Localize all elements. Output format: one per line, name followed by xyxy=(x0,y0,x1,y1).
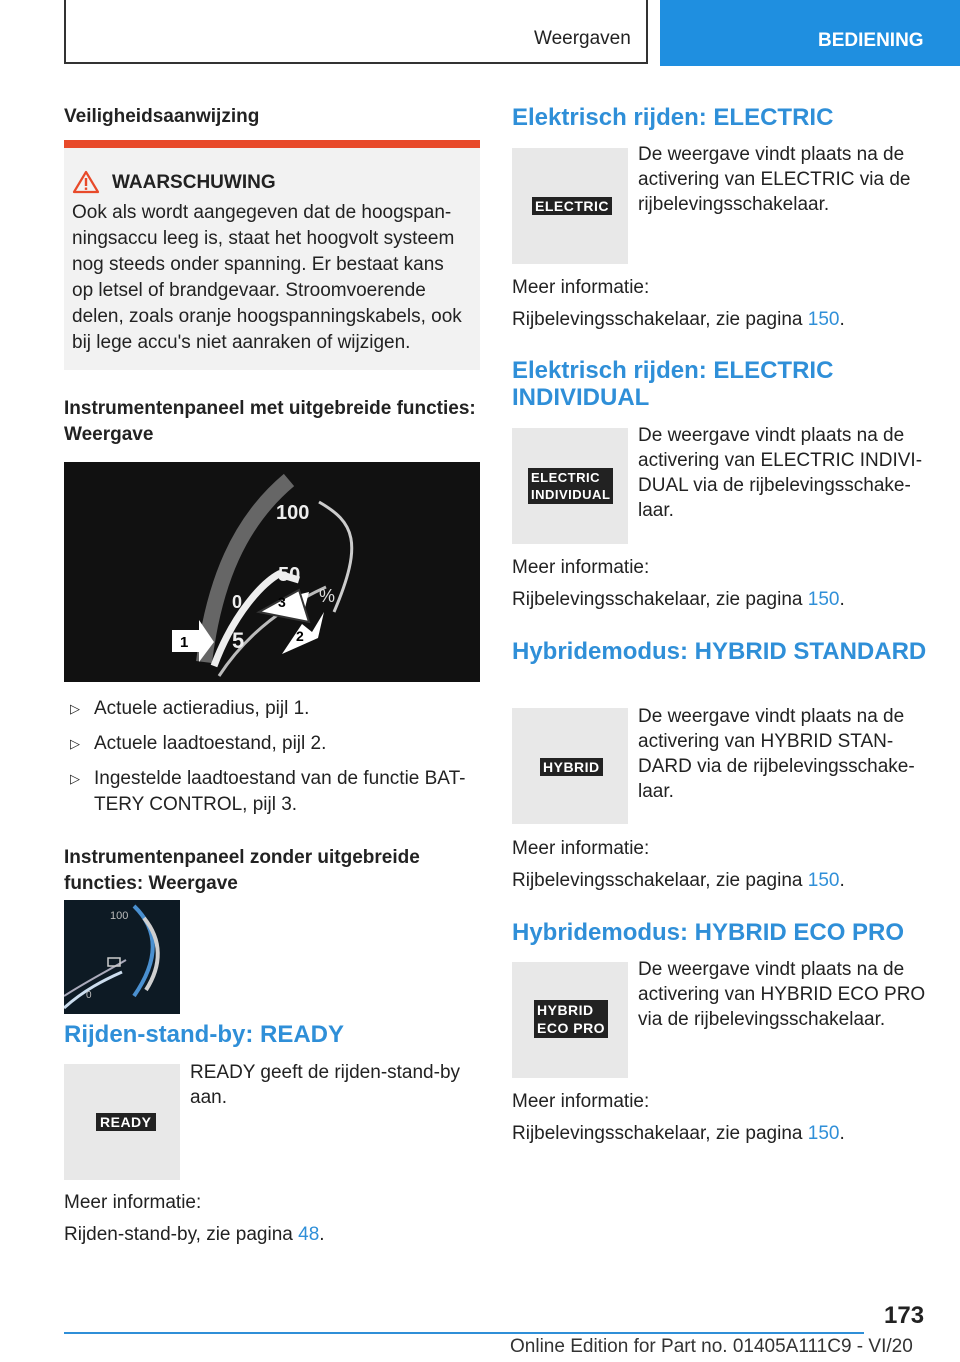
extended-cluster-image xyxy=(64,462,480,682)
electric-individual-reference: Rijbelevingsschakelaar, zie pagina 150. xyxy=(512,589,845,610)
electric-heading: Elektrisch rijden: ELECTRIC xyxy=(512,104,834,131)
warning-box xyxy=(64,140,480,370)
header-section-title: Weergaven xyxy=(534,28,631,49)
electric-description: De weergave vindt plaats na de activering van ELECTRIC via de rijbelevingsschakelaar. xyxy=(638,144,911,215)
footer-edition: Online Edition for Part no. 01405A111C9 - VI/20 xyxy=(510,1336,913,1357)
warning-title: WAARSCHUWING xyxy=(112,172,276,193)
hybrid-standard-heading: Hybridemodus: HYBRID STANDARD xyxy=(512,638,927,665)
cluster-bullet-list xyxy=(64,696,480,827)
warning-title-row xyxy=(112,172,468,194)
hybrid-standard-thumbnail xyxy=(512,708,628,824)
hybrid-standard-page-link[interactable]: 150 xyxy=(807,870,840,891)
hybrid-standard-more-info: Meer informatie: xyxy=(512,838,650,859)
ready-description: READY geeft de rijden-stand-by aan. xyxy=(190,1062,461,1108)
cluster-arrow-1-label: 1 xyxy=(180,634,189,651)
warning-triangle-icon xyxy=(72,170,100,194)
header-chapter-tab xyxy=(660,0,960,66)
ready-reference: Rijden-stand-by, zie pagina 48. xyxy=(64,1224,325,1245)
electric-reference: Rijbelevingsschakelaar, zie pagina 150. xyxy=(512,309,845,330)
hybrid-standard-description: De weergave vindt plaats na de activering van HYBRID STAN-DARD via de rijbelevingsschake-laar. xyxy=(638,706,915,802)
list-item: ▷ Actuele laadtoestand, pijl 2. xyxy=(64,731,480,757)
electric-individual-thumbnail xyxy=(512,428,628,544)
electric-individual-description: De weergave vindt plaats na de activering van ELECTRIC INDIVI-DUAL via de rijbelevingsschake-laar. xyxy=(638,425,923,521)
hybrid-badge: HYBRID xyxy=(540,758,603,776)
ready-badge: READY xyxy=(96,1113,156,1131)
cluster-label-100: 100 xyxy=(276,502,310,524)
basic-cluster-heading: Instrumentenpaneel zonder uitgebreide functies: Weergave xyxy=(64,847,420,894)
hybrid-eco-pro-description: De weergave vindt plaats na de activering van HYBRID ECO PRO via de rijbelevingsschakelaar. xyxy=(638,959,926,1030)
cluster-label-percent: % xyxy=(319,586,336,606)
basic-cluster-image xyxy=(64,900,180,1014)
ready-more-info: Meer informatie: xyxy=(64,1192,202,1213)
cluster-label-5: 5 xyxy=(232,628,245,653)
hybrid-standard-reference: Rijbelevingsschakelaar, zie pagina 150. xyxy=(512,870,845,891)
list-item: ▷ Ingestelde laadtoestand van de functie BAT-TERY CONTROL, pijl 3. xyxy=(70,768,466,815)
extended-cluster-heading: Instrumentenpaneel met uitgebreide functies: Weergave xyxy=(64,398,476,445)
bullet-triangle-icon: ▷ xyxy=(70,736,80,751)
ready-page-link[interactable]: 48 xyxy=(298,1224,320,1245)
list-item: ▷ Actuele actieradius, pijl 1. xyxy=(64,696,480,722)
ready-thumbnail xyxy=(64,1064,180,1180)
cluster-label-50: 50 xyxy=(278,564,301,586)
hybrid-eco-pro-thumbnail xyxy=(512,962,628,1078)
bullet-triangle-icon: ▷ xyxy=(70,701,80,716)
page-number: 173 xyxy=(884,1302,925,1329)
electric-page-link[interactable]: 150 xyxy=(807,309,840,330)
bullet-triangle-icon: ▷ xyxy=(70,771,80,786)
hybrid-eco-pro-page-link[interactable]: 150 xyxy=(807,1123,840,1144)
electric-individual-more-info: Meer informatie: xyxy=(512,557,650,578)
hybrid-eco-pro-more-info: Meer informatie: xyxy=(512,1091,650,1112)
hybrid-eco-pro-heading: Hybridemodus: HYBRID ECO PRO xyxy=(512,919,905,946)
electric-individual-badge: ELECTRIC INDIVIDUAL xyxy=(528,468,613,504)
header-chapter-label: BEDIENING xyxy=(818,30,924,51)
safety-heading: Veiligheidsaanwijzing xyxy=(64,106,260,127)
hybrid-eco-pro-reference: Rijbelevingsschakelaar, zie pagina 150. xyxy=(512,1123,845,1144)
basic-cluster-label-0: 0 xyxy=(86,990,92,1001)
ready-heading: Rijden-stand-by: READY xyxy=(64,1021,345,1048)
footer-divider xyxy=(64,1332,864,1334)
warning-text: Ook als wordt aangegeven dat de hoogspan-ningsaccu leeg is, staat het hoogvolt systeem nog steeds onder spanning. Er bestaat kans op letsel of brandgevaar. Stroomvoerende delen, zoals oranje hoogspanningskabels, ook bij lege accu's niet aanraken of wijzigen. xyxy=(72,202,462,353)
electric-more-info: Meer informatie: xyxy=(512,277,650,298)
electric-individual-heading: Elektrisch rijden: ELECTRIC INDIVIDUAL xyxy=(512,357,834,411)
electric-thumbnail xyxy=(512,148,628,264)
cluster-label-0: 0 xyxy=(232,592,243,612)
electric-individual-page-link[interactable]: 150 xyxy=(807,589,840,610)
hybrid-eco-pro-badge: HYBRID ECO PRO xyxy=(534,1000,608,1038)
cluster-arrow-3-label: 3 xyxy=(278,594,286,610)
cluster-gauge-graphic xyxy=(64,462,480,682)
basic-cluster-label-100: 100 xyxy=(110,910,129,922)
cluster-arrow-2-label: 2 xyxy=(296,628,304,644)
electric-badge: ELECTRIC xyxy=(532,197,612,215)
